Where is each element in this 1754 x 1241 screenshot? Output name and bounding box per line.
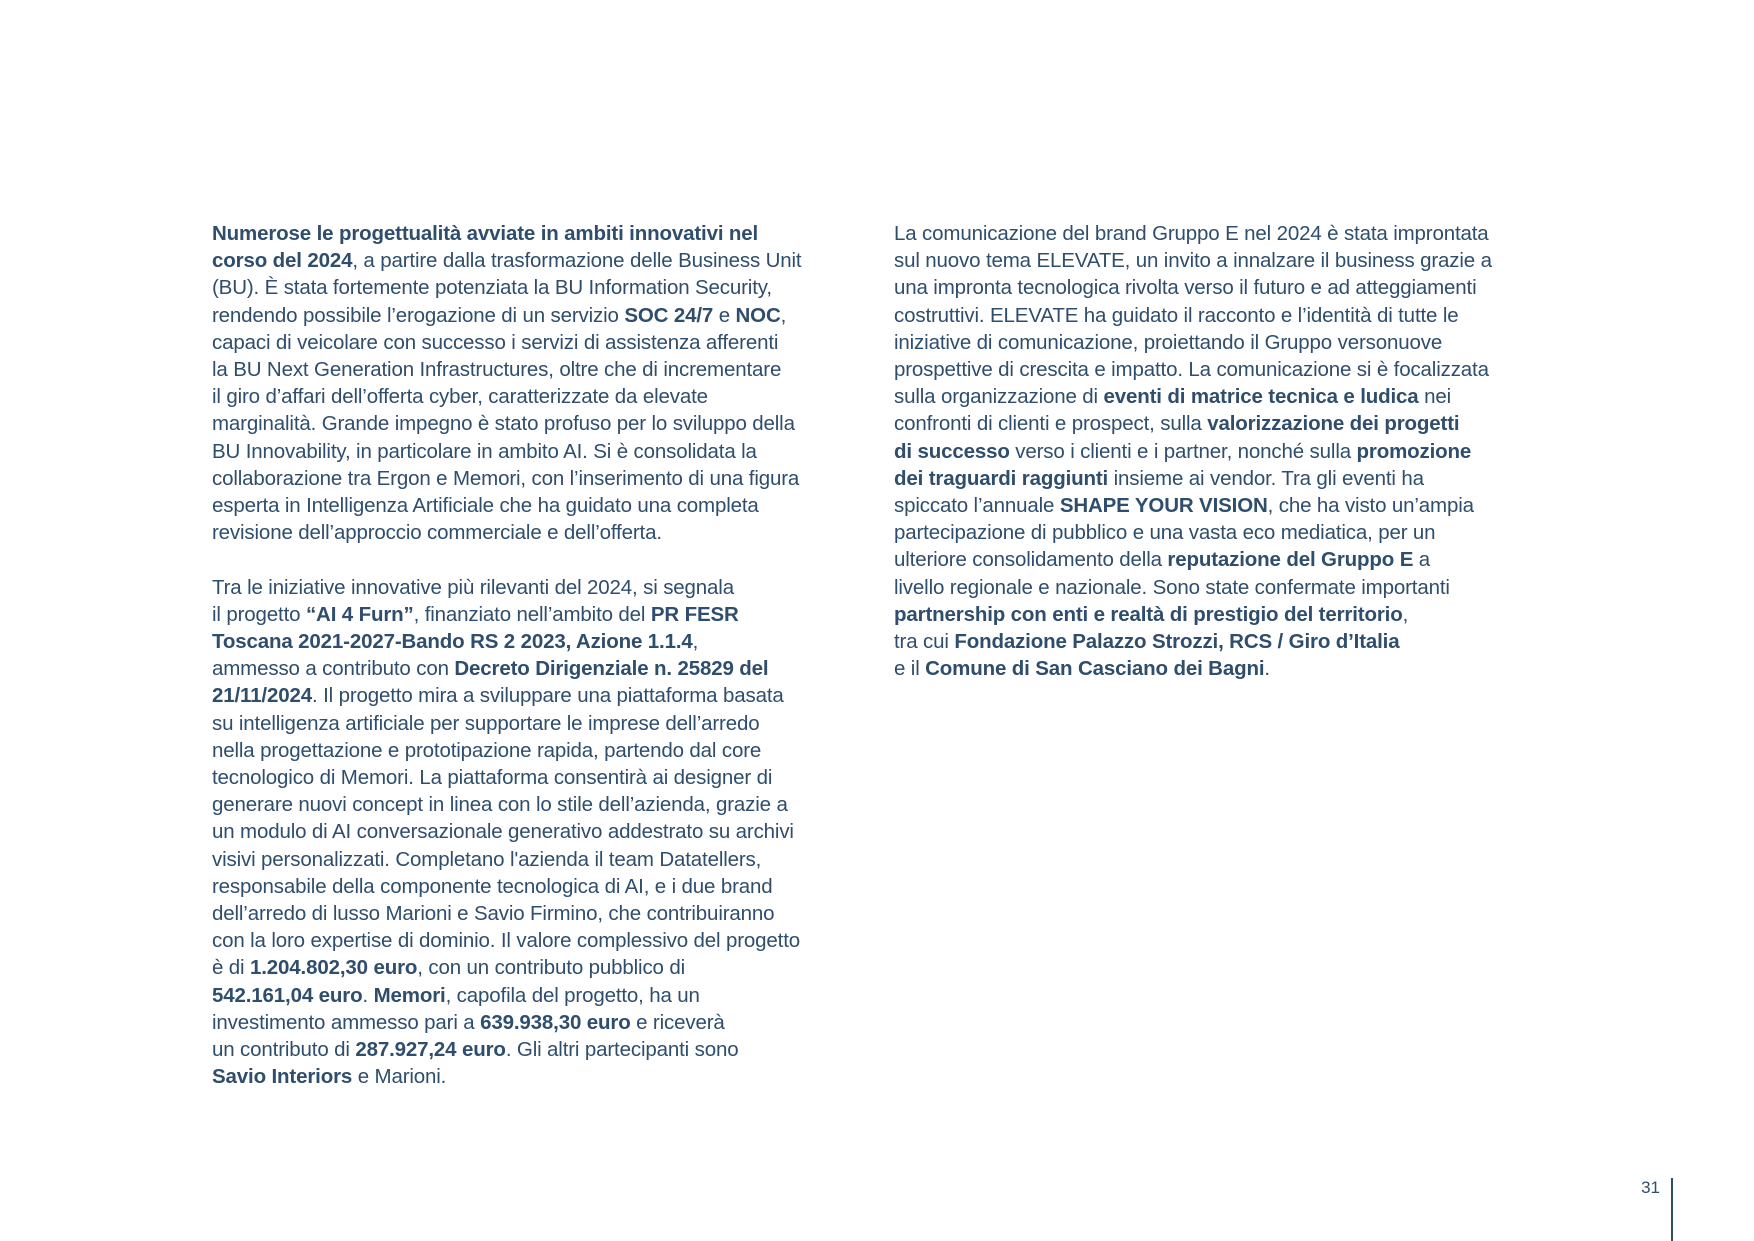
body-text: . [362, 983, 374, 1007]
body-text: La comunicazione del brand Gruppo E nel 2024 è stata improntata [894, 222, 1489, 245]
body-text: e Marioni. [352, 1065, 447, 1089]
text-line [212, 1063, 877, 1090]
text-line [212, 628, 877, 655]
text-line [212, 873, 877, 900]
body-text: e riceverà [630, 1010, 725, 1034]
page-number-rule [1671, 1178, 1673, 1241]
text-line [212, 519, 877, 546]
bold-text: 21/11/2024 [212, 684, 312, 708]
body-text: con la loro expertise di dominio. Il valore complessivo del progetto [212, 929, 801, 953]
body-text: marginalità. Grande impegno è stato profuso per lo sviluppo della [212, 412, 795, 436]
body-text: tra cui [894, 630, 955, 654]
bold-text: Savio Interiors [212, 1065, 353, 1089]
text-line [894, 438, 1562, 465]
body-text: e il [894, 657, 926, 681]
bold-text: Comune di San Casciano dei Bagni [925, 657, 1265, 681]
body-text: è di [212, 956, 250, 980]
text-line [212, 927, 877, 954]
body-text: confronti di clienti e prospect, sulla [894, 412, 1208, 436]
text-line [894, 383, 1562, 410]
body-text: sul nuovo tema ELEVATE, un invito a innalzare il business grazie a [894, 249, 1492, 273]
text-line [894, 601, 1562, 628]
bold-text: promozione [1356, 439, 1472, 463]
body-text: , [1402, 602, 1409, 626]
body-text: , che ha visto un’ampia [1267, 494, 1474, 518]
text-line [212, 846, 877, 873]
text-line [894, 274, 1562, 301]
body-text: esperta in Intelligenza Artificiale che ha guidato una completa [212, 494, 759, 518]
text-line [894, 410, 1562, 437]
text-line [212, 764, 877, 791]
body-text: revisione dell’approccio commerciale e dell’offerta. [212, 521, 662, 545]
body-text: . Gli altri partecipanti sono [505, 1038, 739, 1062]
paragraph [212, 574, 877, 1091]
text-line [212, 818, 877, 845]
body-text: nei [1418, 385, 1452, 409]
body-text: , capofila del progetto, ha un [445, 983, 700, 1007]
bold-text: 287.927,24 euro [355, 1038, 506, 1062]
bold-text: SHAPE YOUR VISION [1059, 494, 1268, 518]
text-line [894, 492, 1562, 519]
bold-text: partnership con enti e realtà di prestigio del territorio [894, 602, 1403, 626]
body-text: Tra le iniziative innovative più rilevanti del 2024, si segnala [212, 575, 734, 599]
body-text: investimento ammesso pari a [212, 1010, 481, 1034]
bold-text: Toscana 2021-2027-Bando RS 2 2023, Azione 1.1.4 [212, 630, 693, 654]
text-line [894, 220, 1562, 247]
text-line [212, 247, 877, 274]
body-text: a [1413, 548, 1431, 572]
text-line [212, 329, 877, 356]
bold-text: NOC [735, 303, 781, 327]
text-line [212, 465, 877, 492]
body-text: un contributo di [212, 1038, 356, 1062]
body-text: e [713, 303, 736, 327]
bold-text: “AI 4 Furn” [305, 602, 414, 626]
bold-text: eventi di matrice tecnica e ludica [1103, 385, 1419, 409]
body-text: . Il progetto mira a sviluppare una piattaforma basata [311, 684, 784, 708]
bold-text: 1.204.802,30 euro [250, 956, 418, 980]
text-line [212, 383, 877, 410]
body-text: . [1264, 657, 1270, 681]
body-text: costruttivi. ELEVATE ha guidato il racconto e l’identità di tutte le [894, 303, 1459, 327]
body-text: capaci di veicolare con successo i servizi di assistenza afferenti [212, 330, 779, 354]
body-text: rendendo possibile l’erogazione di un servizio [212, 303, 625, 327]
text-line [894, 356, 1562, 383]
body-text: prospettive di crescita e impatto. La comunicazione si è focalizzata [894, 358, 1489, 382]
text-line [212, 737, 877, 764]
text-line [212, 356, 877, 383]
text-line [212, 954, 877, 981]
body-text: , con un contributo pubblico di [417, 956, 686, 980]
body-text: un modulo di AI conversazionale generativo addestrato su archivi [212, 820, 794, 844]
bold-text: 639.938,30 euro [480, 1010, 631, 1034]
text-line [212, 1009, 877, 1036]
text-line [212, 302, 877, 329]
body-text: (BU). È stata fortemente potenziata la BU Information Security, [212, 276, 772, 300]
body-text: ammesso a contributo con [212, 657, 455, 681]
bold-text: reputazione del Gruppo E [1167, 548, 1414, 572]
right-text-column [894, 220, 1562, 682]
bold-text: Decreto Dirigenziale n. 25829 del [454, 657, 769, 681]
body-text: nella progettazione e prototipazione rapida, partendo dal core [212, 738, 762, 762]
body-text: , [692, 630, 699, 654]
body-text: su intelligenza artificiale per supportare le imprese dell’arredo [212, 711, 760, 735]
bold-text: di successo [894, 439, 1010, 463]
body-text: ulteriore consolidamento della [894, 548, 1168, 572]
text-line [212, 438, 877, 465]
text-line [212, 274, 877, 301]
body-text: , [780, 303, 787, 327]
body-text: insieme ai vendor. Tra gli eventi ha [1108, 466, 1424, 490]
text-line [894, 574, 1562, 601]
bold-text: SOC 24/7 [624, 303, 714, 327]
body-text: livello regionale e nazionale. Sono state confermate importanti [894, 575, 1450, 599]
body-text: verso i clienti e i partner, nonché sulla [1009, 439, 1357, 463]
text-line [212, 1036, 877, 1063]
text-line [894, 546, 1562, 573]
body-text: spiccato l’annuale [894, 494, 1060, 518]
body-text: collaborazione tra Ergon e Memori, con l’inserimento di una figura [212, 466, 800, 490]
body-text: sulla organizzazione di [894, 385, 1104, 409]
text-line [212, 220, 877, 247]
text-line [894, 655, 1562, 682]
text-line [212, 900, 877, 927]
text-line [212, 601, 877, 628]
text-line [212, 410, 877, 437]
body-text: , finanziato nell’ambito del [413, 602, 651, 626]
paragraph [894, 220, 1562, 682]
text-line [212, 682, 877, 709]
body-text: una impronta tecnologica rivolta verso il futuro e ad atteggiamenti [894, 276, 1477, 300]
bold-text: Memori [373, 983, 446, 1007]
body-text: il giro d’affari dell’offerta cyber, caratterizzate da elevate [212, 385, 708, 409]
text-line [894, 465, 1562, 492]
text-line [894, 302, 1562, 329]
bold-text: dei traguardi raggiunti [894, 466, 1109, 490]
text-line [894, 519, 1562, 546]
body-text: generare nuovi concept in linea con lo stile dell’azienda, grazie a [212, 793, 788, 817]
body-text: , a partire dalla trasformazione delle Business Unit [352, 249, 802, 273]
body-text: responsabile della componente tecnologica di AI, e i due brand [212, 874, 773, 898]
text-line [212, 710, 877, 737]
text-line [212, 492, 877, 519]
body-text: visivi personalizzati. Completano l'azienda il team Datatellers, [212, 847, 762, 871]
body-text: il progetto [212, 602, 306, 626]
page-number: 31 [1641, 1178, 1660, 1197]
text-line [894, 628, 1562, 655]
body-text: dell’arredo di lusso Marioni e Savio Firmino, che contribuiranno [212, 902, 775, 926]
text-line [212, 574, 877, 601]
bold-text: valorizzazione dei progetti [1207, 412, 1460, 436]
left-text-column [212, 220, 877, 1090]
bold-text: 542.161,04 euro [212, 983, 363, 1007]
body-text: BU Innovability, in particolare in ambito AI. Si è consolidata la [212, 439, 757, 463]
text-line [894, 329, 1562, 356]
bold-text: Fondazione Palazzo Strozzi, RCS / Giro d’Italia [954, 630, 1400, 654]
text-line [212, 982, 877, 1009]
text-line [212, 655, 877, 682]
bold-text: corso del 2024 [212, 249, 353, 273]
bold-text: PR FESR [650, 602, 739, 626]
bold-text: Numerose le progettualità avviate in ambiti innovativi nel [212, 222, 759, 245]
body-text: partecipazione di pubblico e una vasta eco mediatica, per un [894, 521, 1436, 545]
body-text: iniziative di comunicazione, proiettando il Gruppo versonuove [894, 330, 1443, 354]
body-text: tecnologico di Memori. La piattaforma consentirà ai designer di [212, 766, 773, 790]
body-text: la BU Next Generation Infrastructures, oltre che di incrementare [212, 358, 782, 382]
text-line [894, 247, 1562, 274]
text-line [212, 791, 877, 818]
paragraph [212, 220, 877, 546]
